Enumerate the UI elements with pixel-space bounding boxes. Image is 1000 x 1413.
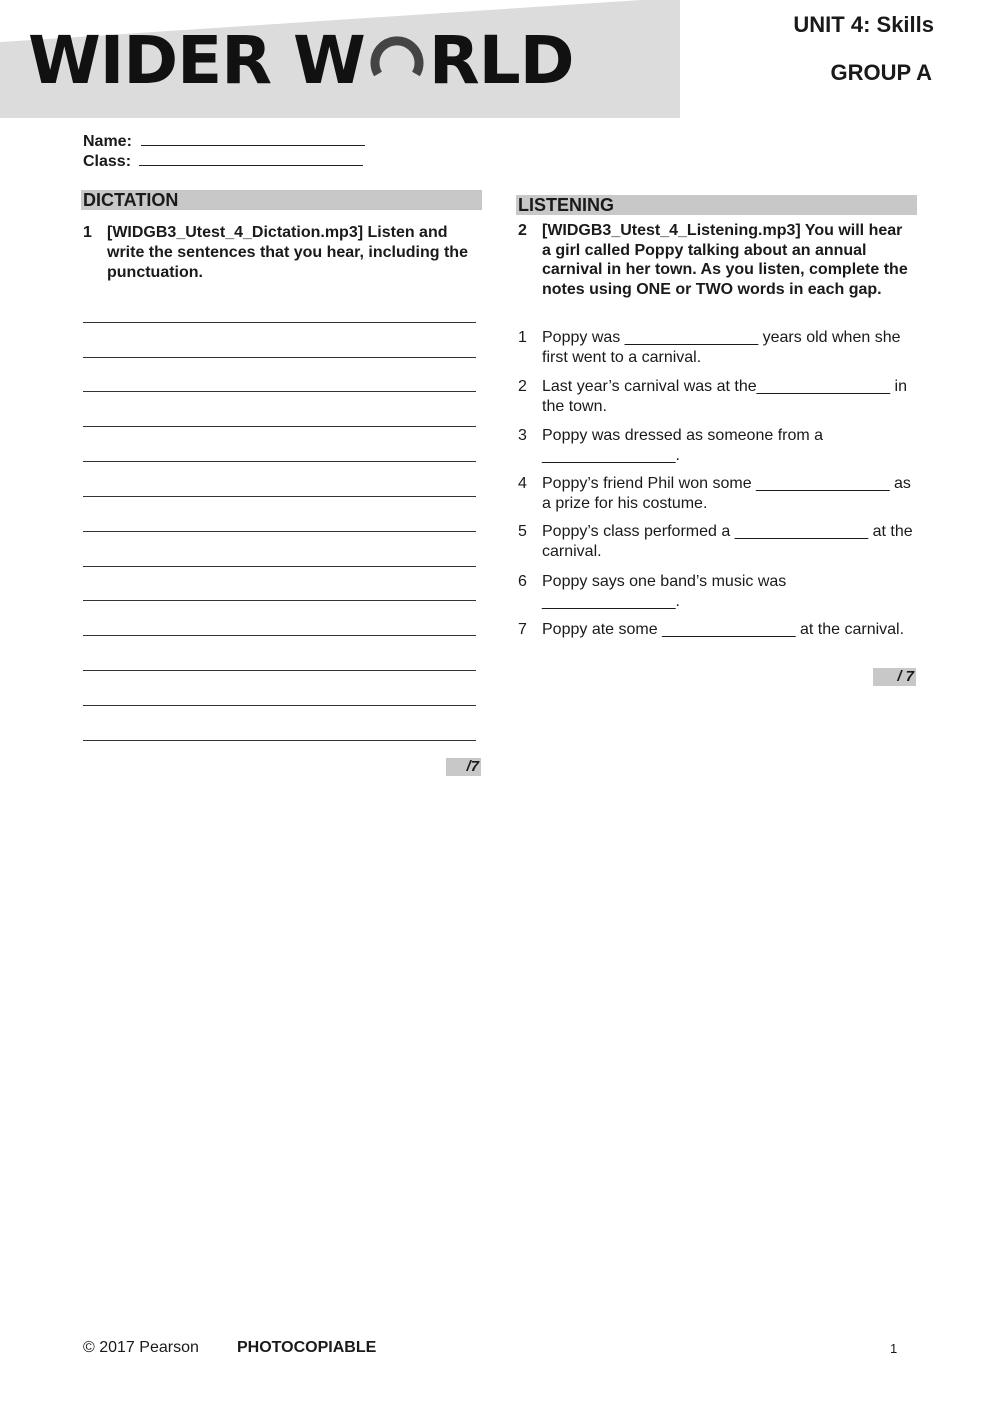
dictation-score-box: /7 <box>446 758 481 776</box>
page-number: 1 <box>890 1341 898 1356</box>
dictation-write-line[interactable] <box>83 496 476 497</box>
listening-item[interactable] <box>518 426 914 466</box>
listening-instruction <box>518 221 914 299</box>
listening-item[interactable] <box>518 620 914 640</box>
listening-item-text: Poppy was _______________ years old when she first went to a carnival. <box>542 329 901 366</box>
listening-heading: LISTENING <box>516 195 917 215</box>
dictation-write-line[interactable] <box>83 531 476 532</box>
group-title: GROUP A <box>830 60 932 85</box>
listening-score-box: / 7 <box>873 668 916 686</box>
dictation-write-line[interactable] <box>83 391 476 392</box>
name-input-line[interactable] <box>141 132 365 146</box>
dictation-write-line[interactable] <box>83 740 476 741</box>
class-field <box>83 152 363 171</box>
listening-item-text: Last year’s carnival was at the_______________ in the town. <box>542 378 907 415</box>
dictation-write-line[interactable] <box>83 461 476 462</box>
dictation-write-line[interactable] <box>83 635 476 636</box>
footer-copyright: © 2017 Pearson <box>83 1339 199 1356</box>
listening-item-number: 6 <box>518 573 527 590</box>
listening-item-text: Poppy’s friend Phil won some _______________ as a prize for his costume. <box>542 475 911 512</box>
listening-item-text: Poppy’s class performed a _______________ at the carnival. <box>542 523 913 560</box>
logo-ring-icon <box>369 34 425 90</box>
dictation-write-line[interactable] <box>83 670 476 671</box>
footer-photocopiable: PHOTOCOPIABLE <box>237 1339 377 1356</box>
listening-number: 2 <box>518 222 527 239</box>
listening-item-number: 5 <box>518 523 527 540</box>
listening-item-number: 4 <box>518 475 527 492</box>
dictation-instruction <box>83 223 473 283</box>
class-label: Class: <box>83 153 132 170</box>
listening-item[interactable] <box>518 328 914 368</box>
dictation-write-line[interactable] <box>83 357 476 358</box>
dictation-number: 1 <box>83 224 92 241</box>
listening-item-text: Poppy was dressed as someone from a _______________. <box>542 427 824 464</box>
listening-item[interactable] <box>518 377 914 417</box>
listening-item[interactable] <box>518 522 914 562</box>
dictation-write-line[interactable] <box>83 322 476 323</box>
logo-text-right: RLD <box>428 21 574 99</box>
listening-item-number: 7 <box>518 621 527 638</box>
listening-item-text: Poppy ate some _______________ at the carnival. <box>542 621 905 638</box>
listening-item[interactable] <box>518 474 914 514</box>
name-field <box>83 132 365 151</box>
name-label: Name: <box>83 133 132 150</box>
listening-item[interactable] <box>518 572 914 612</box>
dictation-instruction-text: [WIDGB3_Utest_4_Dictation.mp3] Listen and write the sentences that you hear, including the punctuation. <box>107 224 468 281</box>
dictation-write-line[interactable] <box>83 600 476 601</box>
logo-text-left: WIDER W <box>28 21 365 99</box>
class-input-line[interactable] <box>139 152 363 166</box>
listening-item-number: 1 <box>518 329 527 346</box>
unit-title: UNIT 4: Skills <box>793 12 934 37</box>
dictation-write-line[interactable] <box>83 426 476 427</box>
dictation-heading: DICTATION <box>81 190 482 210</box>
dictation-write-line[interactable] <box>83 566 476 567</box>
listening-instruction-text: [WIDGB3_Utest_4_Listening.mp3] You will hear a girl called Poppy talking about an annual carnival in her town. As you listen, complete the notes using ONE or TWO words in each gap. <box>542 222 908 298</box>
listening-item-text: Poppy says one band’s music was _______________. <box>542 573 787 610</box>
dictation-write-line[interactable] <box>83 705 476 706</box>
listening-item-number: 2 <box>518 378 527 395</box>
listening-item-number: 3 <box>518 427 527 444</box>
logo <box>28 21 574 99</box>
